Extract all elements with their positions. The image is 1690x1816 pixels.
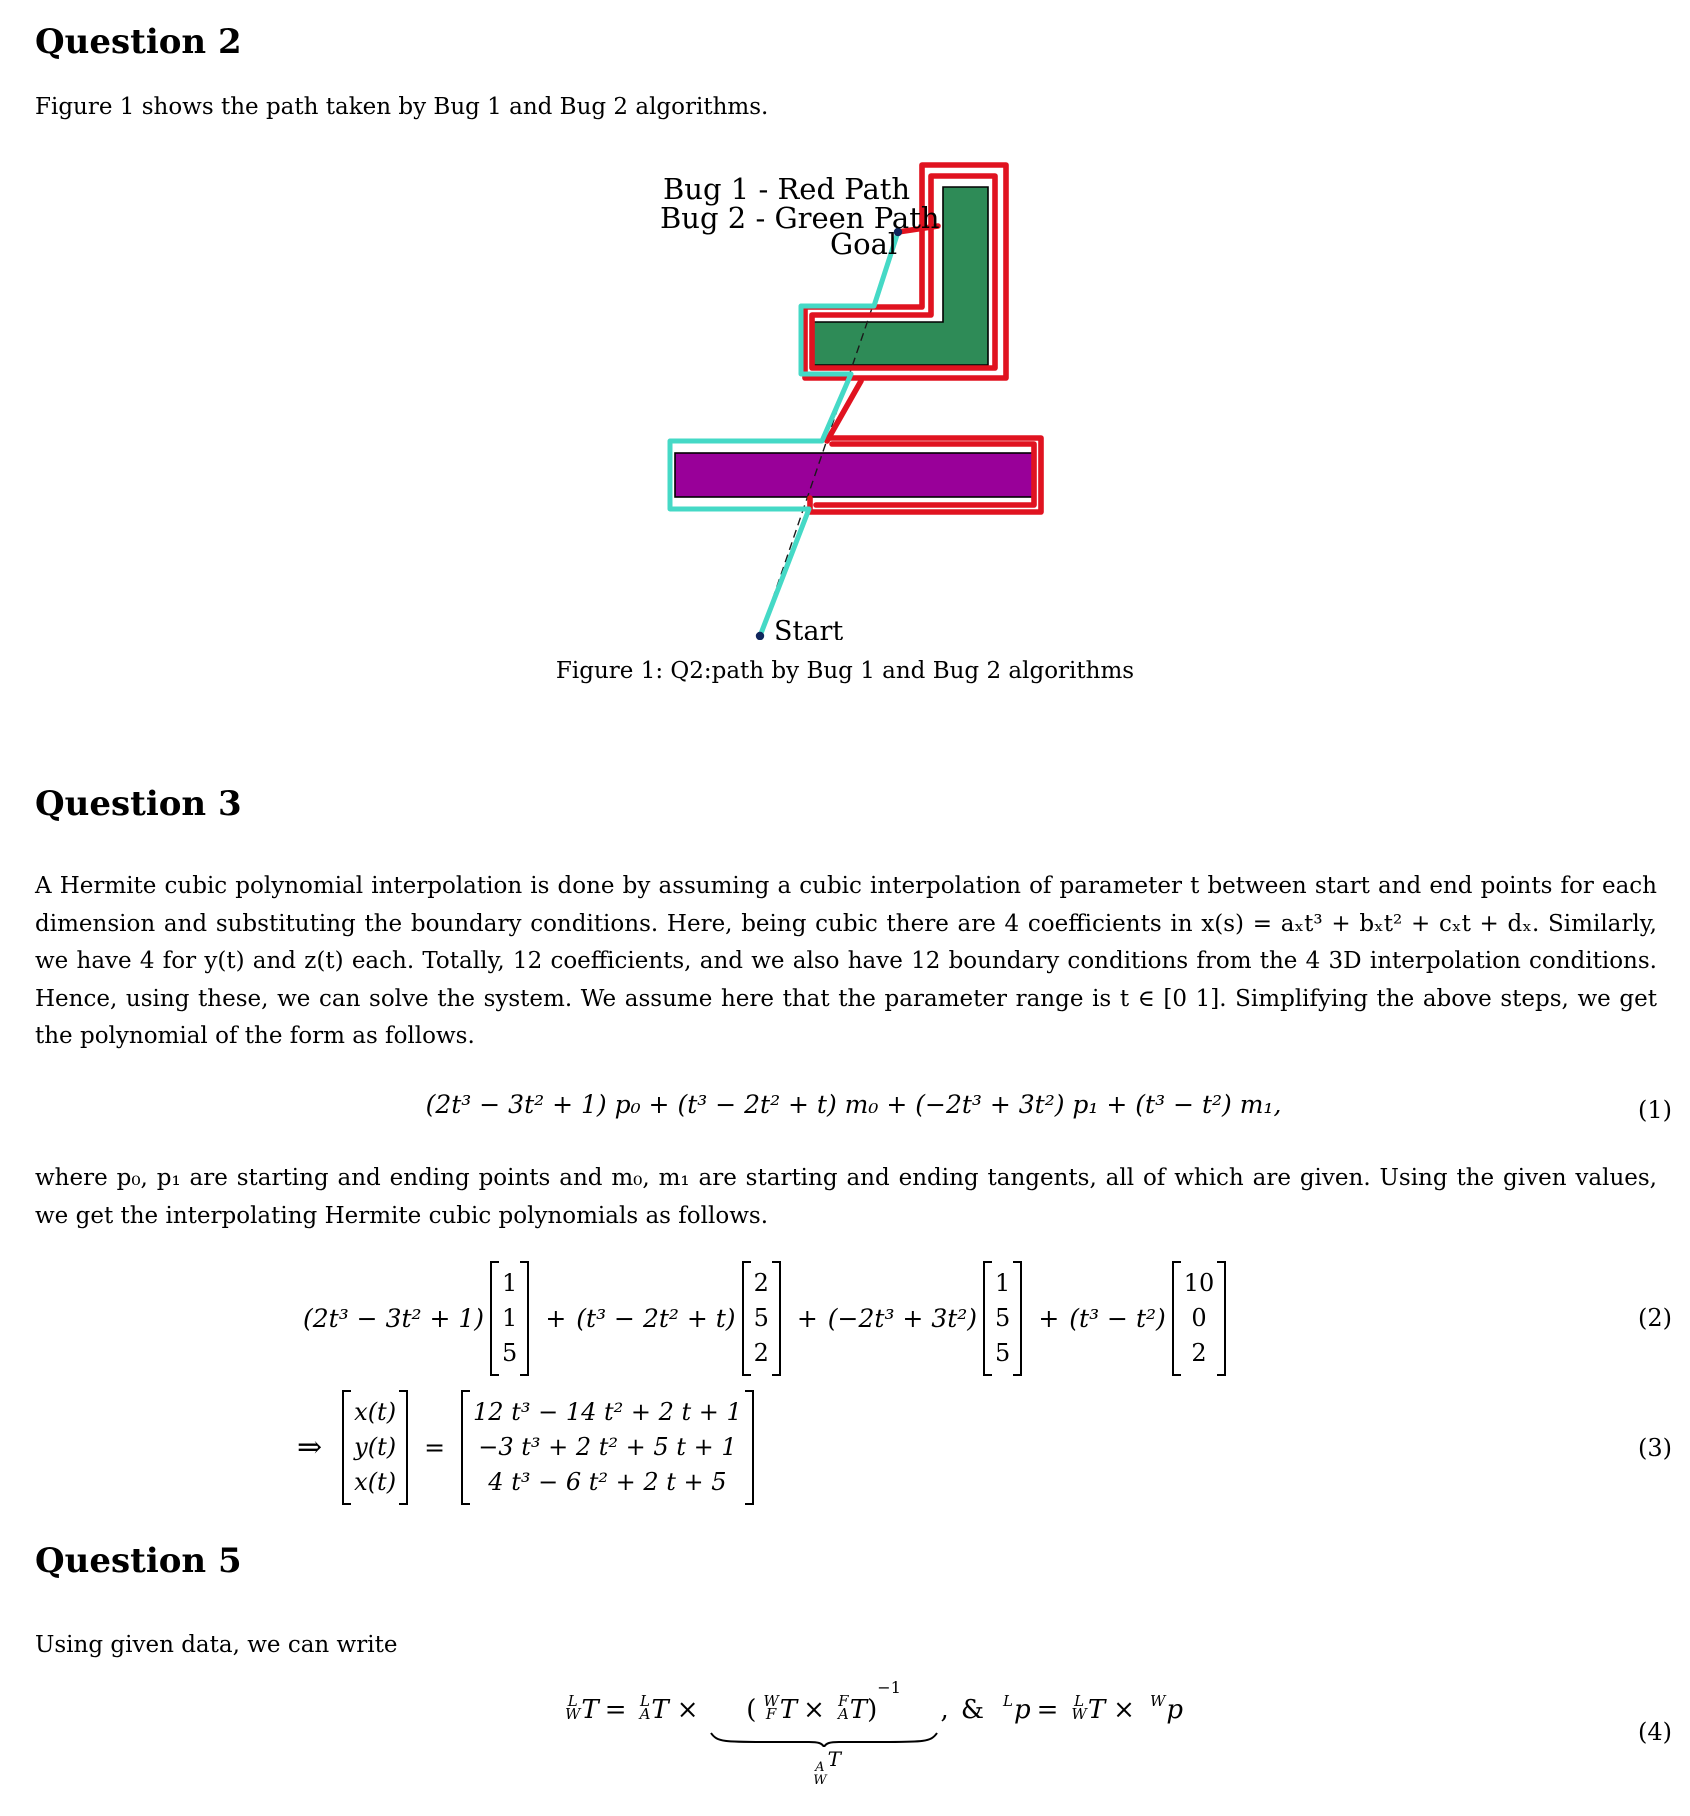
eq2-coefficient-4: (t³ − t²)	[1069, 1303, 1166, 1333]
eq3-rhs-vector	[461, 1390, 754, 1505]
brace-sup: A	[815, 1760, 825, 1775]
underbrace-group: ( W F T × F A T ) −1 A W T	[709, 1688, 939, 1783]
equation-2	[35, 1252, 1672, 1384]
eq2-coefficient-3: (−2t³ + 3t²)	[827, 1303, 978, 1333]
eq2-vector-1	[490, 1261, 529, 1376]
figure-1-caption: Figure 1: Q2:path by Bug 1 and Bug 2 algorithms	[555, 658, 1135, 684]
t4-sub: A	[837, 1705, 849, 1723]
eq2-v4-r2: 0	[1191, 1303, 1207, 1332]
t1-sup: L	[567, 1692, 578, 1710]
eq3-lhs-r2: y(t)	[354, 1433, 397, 1461]
equation-3-tag: (3)	[1638, 1433, 1672, 1462]
eq2-plus-1: +	[545, 1303, 567, 1333]
t3-base: T	[779, 1695, 798, 1725]
brace-sub: W	[813, 1773, 827, 1788]
q2-heading: Question 2	[35, 22, 242, 62]
t7-base: p	[1166, 1695, 1184, 1725]
prescript-brace	[813, 1762, 826, 1788]
underbrace-label	[806, 1747, 841, 1788]
eq2-v1-r3: 5	[502, 1338, 518, 1367]
t4-sup: F	[838, 1692, 849, 1710]
t2-sub: A	[639, 1705, 651, 1723]
prescript-t3	[763, 1692, 779, 1723]
q3-heading: Question 3	[35, 784, 242, 824]
prescript-t1	[565, 1692, 581, 1723]
eq3-rhs-r3: 4 t³ − 6 t² + 2 t + 5	[488, 1468, 727, 1496]
prescript-t4	[837, 1692, 849, 1723]
q2-intro-text: Figure 1 shows the path taken by Bug 1 and Bug 2 algorithms.	[35, 94, 769, 120]
brace-base: T	[827, 1747, 841, 1771]
prescript-t7	[1149, 1692, 1166, 1721]
eq3-rhs-r1: 12 t³ − 14 t² + 2 t + 1	[473, 1398, 742, 1426]
right-paren: )	[867, 1695, 878, 1725]
q3-paragraph-2: where p₀, p₁ are starting and ending points and m₀, m₁ are starting and ending tangents, all of which are given. Using the given values, we get the interpolating Hermite cubic polynomials as follows.	[35, 1165, 1657, 1229]
start-dot	[756, 632, 764, 640]
eq2-plus-2: +	[796, 1303, 818, 1333]
equation-4-tag: (4)	[1638, 1718, 1672, 1746]
purple-bar-obstacle	[675, 453, 1035, 497]
eq4-times-3: ×	[1113, 1695, 1135, 1725]
q5-intro-text: Using given data, we can write	[35, 1632, 398, 1658]
t6-sub: W	[1071, 1705, 1087, 1723]
eq2-vector-4	[1172, 1261, 1227, 1376]
eq2-coefficient-1: (2t³ − 3t² + 1)	[303, 1303, 485, 1333]
eq2-v2-r3: 2	[753, 1338, 769, 1367]
equation-3	[35, 1385, 1672, 1510]
eq3-lhs-r3: x(t)	[354, 1468, 397, 1496]
eq2-plus-3: +	[1038, 1303, 1060, 1333]
eq2-vector-2	[742, 1261, 781, 1376]
goal-label: Goal	[830, 227, 898, 261]
eq2-v3-r3: 5	[995, 1338, 1011, 1367]
start-label: Start	[774, 616, 844, 640]
t4-base: T	[849, 1695, 868, 1725]
t2-base: T	[651, 1695, 669, 1725]
eq2-v2-r1: 2	[753, 1268, 769, 1297]
legend-bug1-label: Bug 1 - Red Path	[663, 172, 911, 206]
eq3-equals: =	[424, 1433, 446, 1462]
eq4-comma: ,	[940, 1695, 949, 1725]
prescript-t6	[1071, 1692, 1087, 1723]
eq3-rhs-r2: −3 t³ + 2 t² + 5 t + 1	[478, 1433, 737, 1461]
eq2-v1-r2: 1	[502, 1303, 518, 1332]
eq2-v3-r2: 5	[995, 1303, 1011, 1332]
eq4-times-2: ×	[803, 1695, 825, 1725]
equation-2-tag: (2)	[1638, 1304, 1672, 1332]
eq2-vector-3	[983, 1261, 1022, 1376]
figure-1-plot	[560, 135, 1060, 640]
prescript-t2	[639, 1692, 651, 1723]
prescript-t5	[1002, 1692, 1013, 1721]
t7-sup: W	[1149, 1692, 1166, 1710]
eq4-equals-2: =	[1036, 1695, 1059, 1725]
eq2-v4-r3: 2	[1191, 1338, 1207, 1367]
q5-heading: Question 5	[35, 1541, 242, 1581]
equation-1-body: (2t³ − 3t² + 1) p₀ + (t³ − 2t² + t) m₀ + (−2t³ + 3t²) p₁ + (t³ − t²) m₁,	[425, 1090, 1282, 1119]
t6-sup: L	[1074, 1692, 1085, 1710]
bug2-green-path	[670, 232, 898, 636]
t3-sup: W	[763, 1692, 779, 1710]
underbrace-glyph	[709, 1732, 939, 1747]
implies-arrow: ⇒	[297, 1430, 323, 1465]
eq3-lhs-r1: x(t)	[354, 1398, 397, 1426]
t5-sup: L	[1002, 1692, 1013, 1710]
q3-paragraph-1: A Hermite cubic polynomial interpolation is done by assuming a cubic interpolation of parameter t between start and end points for each dimension and substituting the boundary conditions. Here, being cubic there are 4 coefficients in x(s) = aₓt³ + bₓt² + cₓt + dₓ. Similarly, we have 4 for y(t) and z(t) each. Totally, 12 coefficients, and we also have 12 boundary conditions from the 4 3D interpolation conditions. Hence, using these, we can solve the system. We assume here that the parameter range is t ∈ [0 1]. Simplifying the above steps, we get the polynomial of the form as follows.	[35, 873, 1657, 1049]
legend-bug2-label: Bug 2 - Green Path	[660, 201, 940, 235]
bug-path-plot-canvas	[560, 135, 1060, 640]
eq4-times-1: ×	[676, 1695, 699, 1725]
eq2-v3-r1: 1	[995, 1268, 1011, 1297]
eq4-equals-1: =	[604, 1695, 627, 1725]
t1-base: T	[581, 1695, 599, 1725]
eq4-ampersand: &	[960, 1695, 984, 1725]
t1-sub: W	[565, 1705, 581, 1723]
t2-sup: L	[640, 1692, 650, 1710]
equation-1	[35, 1090, 1672, 1130]
eq2-v1-r1: 1	[502, 1268, 518, 1297]
eq3-lhs-vector	[342, 1390, 408, 1505]
equation-1-tag: (1)	[1638, 1096, 1672, 1124]
t5-base: p	[1013, 1695, 1031, 1725]
eq2-v4-r1: 10	[1183, 1268, 1215, 1297]
left-paren: (	[746, 1695, 757, 1725]
eq2-coefficient-2: (t³ − 2t² + t)	[576, 1303, 736, 1333]
equation-4	[35, 1678, 1672, 1793]
t6-base: T	[1087, 1695, 1106, 1725]
eq2-v2-r2: 5	[753, 1303, 769, 1332]
t3-sub: F	[765, 1705, 777, 1723]
